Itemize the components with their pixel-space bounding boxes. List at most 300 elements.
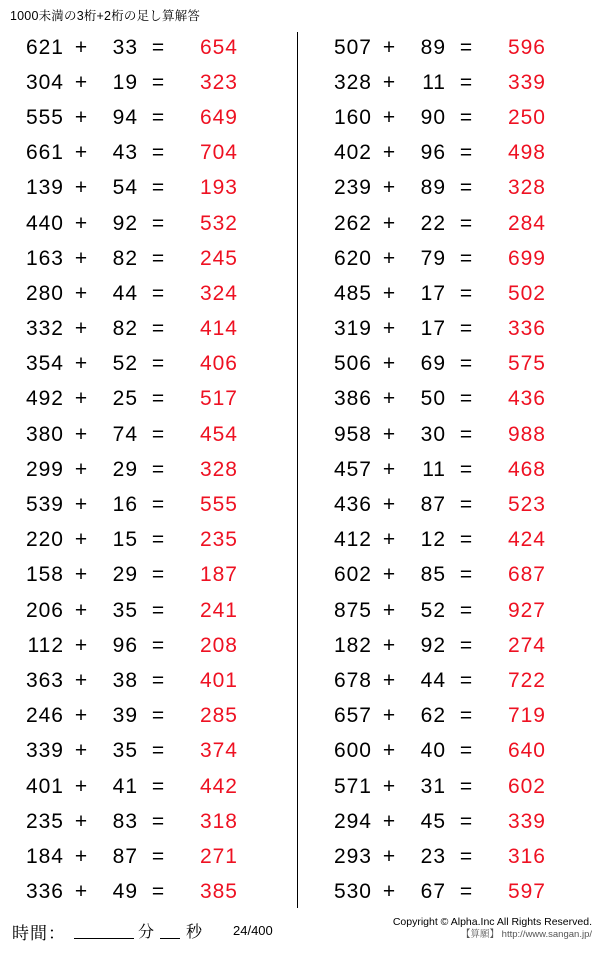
equals-sign: = <box>459 281 473 305</box>
operand-b: 74 <box>112 422 138 446</box>
equals-sign: = <box>459 809 473 833</box>
operand-a: 457 <box>333 457 372 481</box>
equals-sign: = <box>459 387 473 411</box>
operand-a: 412 <box>333 528 372 552</box>
equals-sign: = <box>151 246 165 270</box>
plus-operator: + <box>74 633 88 657</box>
operand-a: 661 <box>25 141 64 165</box>
operand-b: 29 <box>112 457 138 481</box>
plus-operator: + <box>382 880 396 904</box>
operand-b: 87 <box>420 493 446 517</box>
operand-b: 50 <box>420 387 446 411</box>
answer-value: 468 <box>507 457 546 481</box>
operand-b: 96 <box>112 633 138 657</box>
problem-row <box>8 593 300 628</box>
equals-sign: = <box>459 352 473 376</box>
problem-row <box>316 136 600 171</box>
equals-sign: = <box>151 352 165 376</box>
operand-a: 206 <box>25 598 64 622</box>
problem-row <box>8 382 300 417</box>
answer-value: 517 <box>199 387 238 411</box>
time-label: 時間： <box>12 924 66 943</box>
problem-row <box>316 30 600 65</box>
problem-row <box>8 136 300 171</box>
answer-value: 649 <box>199 105 238 129</box>
operand-b: 82 <box>112 246 138 270</box>
problem-row <box>8 30 300 65</box>
operand-a: 304 <box>25 70 64 94</box>
answer-value: 602 <box>507 774 546 798</box>
problem-row <box>316 347 600 382</box>
answer-value: 406 <box>199 352 238 376</box>
plus-operator: + <box>382 176 396 200</box>
operand-a: 621 <box>25 35 64 59</box>
operand-a: 539 <box>25 493 64 517</box>
operand-a: 220 <box>25 528 64 552</box>
operand-b: 17 <box>420 317 446 341</box>
answer-value: 274 <box>507 633 546 657</box>
problem-row <box>316 839 600 874</box>
problem-row <box>316 382 600 417</box>
answer-value: 523 <box>507 493 546 517</box>
plus-operator: + <box>74 105 88 129</box>
plus-operator: + <box>74 668 88 692</box>
answer-value: 640 <box>507 739 546 763</box>
plus-operator: + <box>382 493 396 517</box>
problem-row <box>316 276 600 311</box>
plus-operator: + <box>74 457 88 481</box>
operand-b: 39 <box>112 704 138 728</box>
problem-row <box>316 312 600 347</box>
operand-b: 38 <box>112 668 138 692</box>
equals-sign: = <box>459 668 473 692</box>
operand-b: 79 <box>420 246 446 270</box>
problem-row <box>316 663 600 698</box>
time-second-unit: 秒 <box>186 924 203 941</box>
operand-a: 112 <box>27 633 64 657</box>
operand-b: 23 <box>420 844 446 868</box>
plus-operator: + <box>382 563 396 587</box>
time-seconds-blank[interactable] <box>160 919 180 939</box>
operand-a: 440 <box>25 211 64 235</box>
answer-value: 328 <box>199 457 238 481</box>
problem-row <box>8 312 300 347</box>
operand-a: 160 <box>333 105 372 129</box>
equals-sign: = <box>459 35 473 59</box>
operand-a: 571 <box>333 774 372 798</box>
answer-value: 323 <box>199 70 238 94</box>
equals-sign: = <box>151 880 165 904</box>
equals-sign: = <box>459 211 473 235</box>
answer-value: 385 <box>199 880 238 904</box>
equals-sign: = <box>151 211 165 235</box>
problem-row <box>8 417 300 452</box>
plus-operator: + <box>74 352 88 376</box>
operand-a: 239 <box>333 176 372 200</box>
operand-b: 43 <box>112 141 138 165</box>
plus-operator: + <box>382 704 396 728</box>
plus-operator: + <box>382 141 396 165</box>
operand-b: 94 <box>112 105 138 129</box>
problem-row <box>316 452 600 487</box>
plus-operator: + <box>382 422 396 446</box>
equals-sign: = <box>151 739 165 763</box>
equals-sign: = <box>151 317 165 341</box>
plus-operator: + <box>382 528 396 552</box>
plus-operator: + <box>74 246 88 270</box>
answer-value: 927 <box>507 598 546 622</box>
equals-sign: = <box>151 668 165 692</box>
operand-b: 40 <box>420 739 446 763</box>
plus-operator: + <box>74 141 88 165</box>
plus-operator: + <box>382 352 396 376</box>
problem-row <box>8 839 300 874</box>
operand-b: 12 <box>420 528 446 552</box>
page-footer <box>0 909 600 957</box>
operand-a: 402 <box>333 141 372 165</box>
problem-row <box>8 487 300 522</box>
plus-operator: + <box>382 668 396 692</box>
problem-row <box>8 804 300 839</box>
equals-sign: = <box>459 704 473 728</box>
plus-operator: + <box>74 809 88 833</box>
problem-row <box>8 875 300 910</box>
answer-value: 208 <box>199 633 238 657</box>
operand-a: 555 <box>25 105 64 129</box>
operand-b: 44 <box>112 281 138 305</box>
answer-value: 424 <box>507 528 546 552</box>
problem-column-left <box>0 30 300 910</box>
equals-sign: = <box>151 563 165 587</box>
equals-sign: = <box>151 528 165 552</box>
time-minutes-blank[interactable] <box>74 919 134 939</box>
answer-value: 502 <box>507 281 546 305</box>
plus-operator: + <box>74 422 88 446</box>
operand-b: 52 <box>112 352 138 376</box>
equals-sign: = <box>459 563 473 587</box>
answer-value: 284 <box>507 211 546 235</box>
plus-operator: + <box>382 774 396 798</box>
operand-b: 19 <box>112 70 138 94</box>
answer-value: 328 <box>507 176 546 200</box>
answer-value: 316 <box>507 844 546 868</box>
operand-a: 602 <box>333 563 372 587</box>
problem-row <box>316 100 600 135</box>
operand-a: 401 <box>25 774 64 798</box>
page-count: 24/400 <box>233 923 273 938</box>
answer-value: 575 <box>507 352 546 376</box>
answer-value: 454 <box>199 422 238 446</box>
problem-row <box>8 241 300 276</box>
equals-sign: = <box>151 704 165 728</box>
equals-sign: = <box>459 598 473 622</box>
answer-value: 988 <box>507 422 546 446</box>
equals-sign: = <box>151 35 165 59</box>
time-minute-unit: 分 <box>138 924 155 941</box>
answer-value: 442 <box>199 774 238 798</box>
operand-b: 15 <box>112 528 138 552</box>
operand-b: 85 <box>420 563 446 587</box>
plus-operator: + <box>74 774 88 798</box>
answer-value: 414 <box>199 317 238 341</box>
equals-sign: = <box>459 246 473 270</box>
operand-b: 44 <box>420 668 446 692</box>
problem-row <box>8 734 300 769</box>
equals-sign: = <box>151 141 165 165</box>
operand-b: 17 <box>420 281 446 305</box>
operand-a: 299 <box>25 457 64 481</box>
operand-b: 52 <box>420 598 446 622</box>
operand-a: 246 <box>25 704 64 728</box>
operand-b: 29 <box>112 563 138 587</box>
operand-b: 89 <box>420 35 446 59</box>
operand-a: 332 <box>25 317 64 341</box>
plus-operator: + <box>74 598 88 622</box>
operand-a: 620 <box>333 246 372 270</box>
equals-sign: = <box>459 70 473 94</box>
problem-row <box>316 699 600 734</box>
equals-sign: = <box>459 880 473 904</box>
copyright <box>393 915 592 942</box>
answer-value: 436 <box>507 387 546 411</box>
operand-a: 600 <box>333 739 372 763</box>
operand-a: 507 <box>333 35 372 59</box>
answer-value: 654 <box>199 35 238 59</box>
operand-b: 45 <box>420 809 446 833</box>
equals-sign: = <box>459 317 473 341</box>
operand-a: 657 <box>333 704 372 728</box>
answer-value: 271 <box>199 844 238 868</box>
equals-sign: = <box>151 281 165 305</box>
equals-sign: = <box>459 422 473 446</box>
operand-a: 485 <box>333 281 372 305</box>
operand-b: 83 <box>112 809 138 833</box>
operand-b: 92 <box>420 633 446 657</box>
operand-b: 82 <box>112 317 138 341</box>
operand-b: 25 <box>112 387 138 411</box>
answer-value: 722 <box>507 668 546 692</box>
problem-row <box>316 171 600 206</box>
operand-b: 67 <box>420 880 446 904</box>
problem-row <box>316 65 600 100</box>
copyright-line1: Copyright © Alpha.Inc All Rights Reserved. <box>392 916 592 928</box>
operand-b: 33 <box>112 35 138 59</box>
plus-operator: + <box>382 105 396 129</box>
operand-a: 328 <box>333 70 372 94</box>
plus-operator: + <box>74 387 88 411</box>
answer-value: 339 <box>507 70 546 94</box>
equals-sign: = <box>459 176 473 200</box>
plus-operator: + <box>382 246 396 270</box>
plus-operator: + <box>382 35 396 59</box>
operand-a: 235 <box>25 809 64 833</box>
operand-a: 530 <box>333 880 372 904</box>
problem-row <box>8 100 300 135</box>
equals-sign: = <box>459 528 473 552</box>
operand-b: 16 <box>112 493 138 517</box>
plus-operator: + <box>74 35 88 59</box>
answer-value: 336 <box>507 317 546 341</box>
page-title: 1000未満の3桁+2桁の足し算解答 <box>10 9 201 23</box>
operand-b: 89 <box>420 176 446 200</box>
equals-sign: = <box>151 844 165 868</box>
equals-sign: = <box>151 493 165 517</box>
problem-row <box>8 558 300 593</box>
operand-a: 380 <box>25 422 64 446</box>
plus-operator: + <box>382 809 396 833</box>
problem-row <box>8 628 300 663</box>
equals-sign: = <box>459 739 473 763</box>
plus-operator: + <box>382 281 396 305</box>
operand-a: 386 <box>333 387 372 411</box>
operand-b: 49 <box>112 880 138 904</box>
plus-operator: + <box>382 70 396 94</box>
plus-operator: + <box>382 739 396 763</box>
answer-value: 285 <box>199 704 238 728</box>
operand-b: 35 <box>112 598 138 622</box>
copyright-line2: 【算願】 http://www.sangan.jp/ <box>461 929 592 941</box>
problem-row <box>316 769 600 804</box>
operand-b: 11 <box>422 457 446 481</box>
equals-sign: = <box>151 809 165 833</box>
equals-sign: = <box>151 633 165 657</box>
operand-a: 139 <box>25 176 64 200</box>
equals-sign: = <box>459 493 473 517</box>
operand-b: 31 <box>420 774 446 798</box>
plus-operator: + <box>74 317 88 341</box>
operand-b: 54 <box>112 176 138 200</box>
problem-row <box>8 206 300 241</box>
plus-operator: + <box>74 704 88 728</box>
operand-a: 678 <box>333 668 372 692</box>
operand-a: 319 <box>333 317 372 341</box>
problem-row <box>316 206 600 241</box>
problem-row <box>8 276 300 311</box>
plus-operator: + <box>382 211 396 235</box>
answer-value: 187 <box>199 563 238 587</box>
equals-sign: = <box>151 387 165 411</box>
plus-operator: + <box>74 563 88 587</box>
equals-sign: = <box>459 457 473 481</box>
problem-row <box>316 875 600 910</box>
answer-value: 324 <box>199 281 238 305</box>
problem-row <box>8 663 300 698</box>
answer-value: 555 <box>199 493 238 517</box>
answer-value: 318 <box>199 809 238 833</box>
operand-a: 363 <box>25 668 64 692</box>
operand-a: 262 <box>333 211 372 235</box>
operand-b: 69 <box>420 352 446 376</box>
problem-row <box>316 241 600 276</box>
operand-a: 875 <box>333 598 372 622</box>
problem-row <box>316 593 600 628</box>
problem-row <box>316 487 600 522</box>
problem-row <box>8 171 300 206</box>
operand-b: 90 <box>420 105 446 129</box>
equals-sign: = <box>459 105 473 129</box>
plus-operator: + <box>74 528 88 552</box>
problem-row <box>316 558 600 593</box>
plus-operator: + <box>382 844 396 868</box>
problem-row <box>8 699 300 734</box>
plus-operator: + <box>74 493 88 517</box>
plus-operator: + <box>74 844 88 868</box>
operand-b: 92 <box>112 211 138 235</box>
answer-value: 687 <box>507 563 546 587</box>
problem-row <box>8 347 300 382</box>
equals-sign: = <box>151 598 165 622</box>
equals-sign: = <box>459 141 473 165</box>
equals-sign: = <box>151 105 165 129</box>
problem-row <box>8 769 300 804</box>
operand-a: 163 <box>25 246 64 270</box>
operand-b: 22 <box>420 211 446 235</box>
plus-operator: + <box>382 317 396 341</box>
problem-row <box>316 804 600 839</box>
operand-b: 35 <box>112 739 138 763</box>
plus-operator: + <box>74 739 88 763</box>
answer-value: 241 <box>199 598 238 622</box>
operand-a: 293 <box>333 844 372 868</box>
problem-column-right <box>300 30 600 910</box>
answer-value: 704 <box>199 141 238 165</box>
operand-a: 958 <box>333 422 372 446</box>
problem-row <box>316 417 600 452</box>
operand-a: 506 <box>333 352 372 376</box>
equals-sign: = <box>459 774 473 798</box>
problem-columns <box>0 30 600 910</box>
plus-operator: + <box>382 457 396 481</box>
problem-row <box>8 452 300 487</box>
plus-operator: + <box>74 281 88 305</box>
answer-value: 193 <box>199 176 238 200</box>
operand-a: 354 <box>25 352 64 376</box>
problem-row <box>316 734 600 769</box>
plus-operator: + <box>382 387 396 411</box>
answer-value: 532 <box>199 211 238 235</box>
plus-operator: + <box>382 633 396 657</box>
plus-operator: + <box>74 70 88 94</box>
operand-a: 182 <box>333 633 372 657</box>
plus-operator: + <box>74 211 88 235</box>
equals-sign: = <box>459 844 473 868</box>
operand-a: 339 <box>25 739 64 763</box>
answer-value: 245 <box>199 246 238 270</box>
equals-sign: = <box>151 176 165 200</box>
answer-value: 719 <box>507 704 546 728</box>
plus-operator: + <box>74 880 88 904</box>
answer-value: 339 <box>507 809 546 833</box>
equals-sign: = <box>151 422 165 446</box>
operand-a: 280 <box>25 281 64 305</box>
operand-b: 62 <box>420 704 446 728</box>
problem-row <box>316 523 600 558</box>
answer-value: 498 <box>507 141 546 165</box>
operand-b: 11 <box>422 70 446 94</box>
equals-sign: = <box>151 457 165 481</box>
answer-value: 235 <box>199 528 238 552</box>
operand-b: 30 <box>420 422 446 446</box>
problem-row <box>8 523 300 558</box>
operand-b: 41 <box>112 774 138 798</box>
answer-value: 699 <box>507 246 546 270</box>
answer-value: 374 <box>199 739 238 763</box>
plus-operator: + <box>382 598 396 622</box>
problem-row <box>316 628 600 663</box>
equals-sign: = <box>459 633 473 657</box>
equals-sign: = <box>151 774 165 798</box>
operand-b: 96 <box>420 141 446 165</box>
